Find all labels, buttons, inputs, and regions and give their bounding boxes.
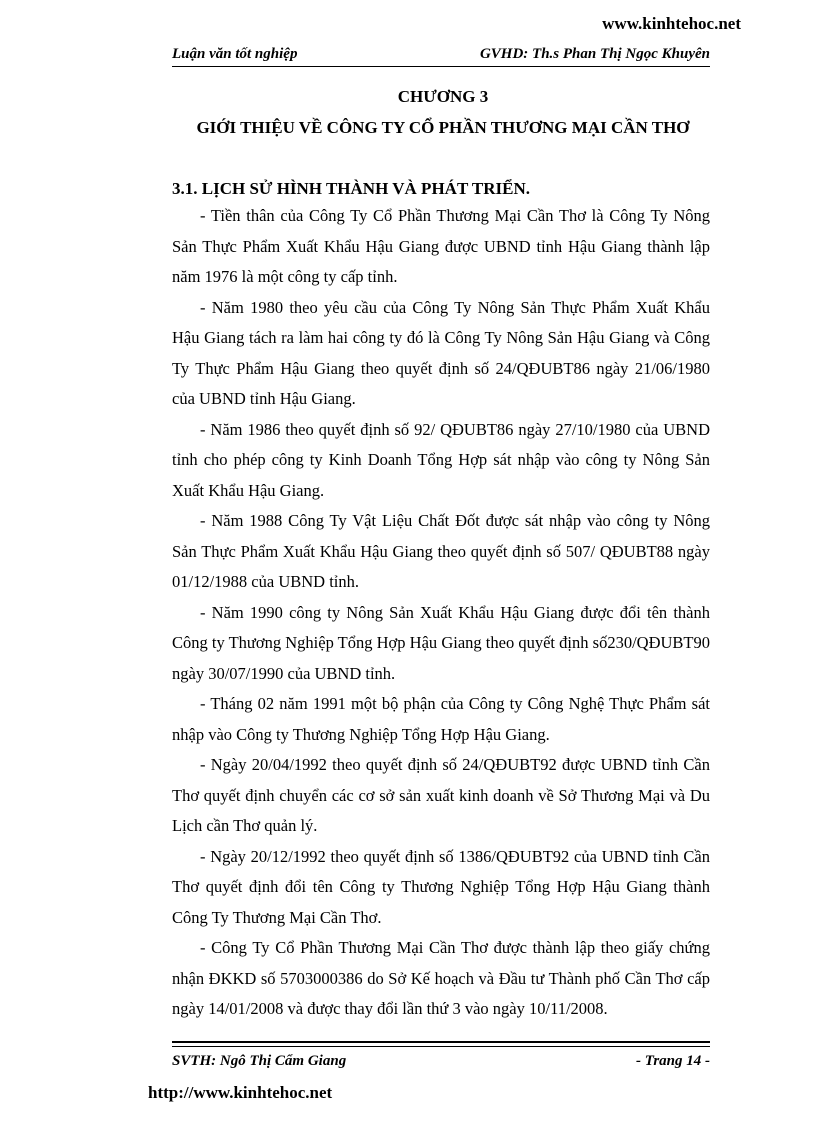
site-url-bottom[interactable]: http://www.kinhtehoc.net: [148, 1083, 333, 1102]
header-thesis-label: Luận văn tốt nghiệp: [172, 46, 298, 62]
header-advisor: GVHD: Th.s Phan Thị Ngọc Khuyên: [479, 46, 710, 62]
paragraph: - Năm 1986 theo quyết định số 92/ QĐUBT86 ngày 27/10/1980 của UBND tỉnh cho phép công ty Kinh Doanh Tổng Hợp sát nhập vào công ty Nông Sản Xuất Khẩu Hậu Giang.: [172, 419, 710, 500]
footer-divider-thin: [172, 1046, 710, 1047]
paragraph: - Công Ty Cổ Phần Thương Mại Cần Thơ được thành lập theo giấy chứng nhận ĐKKD số 5703000386 do Sở Kế hoạch và Đầu tư Thành phố Cần Thơ cấp ngày 14/01/2008 và được thay đổi lần thứ 3 vào ngày 10/11/2008.: [172, 938, 710, 1018]
page-header: [172, 46, 710, 66]
header-divider: [172, 66, 710, 67]
site-url-top: www.kinhtehoc.net: [602, 14, 741, 33]
paragraph: - Ngày 20/12/1992 theo quyết định số 1386/QĐUBT92 của UBND tỉnh Cần Thơ quyết định đổi tên Công ty Thương Nghiệp Tổng Hợp Hậu Giang thành Công Ty Thương Mại Cần Thơ.: [172, 846, 710, 927]
page-footer: [172, 1053, 710, 1073]
paragraph: - Năm 1990 công ty Nông Sản Xuất Khẩu Hậu Giang được đổi tên thành Công ty Thương Nghiệp Tổng Hợp Hậu Giang theo quyết định số230/QĐUBT90 ngày 30/07/1990 của UBND tỉnh.: [172, 602, 710, 683]
page-number: - Trang 14 -: [635, 1053, 710, 1069]
footer-divider-thick: [172, 1041, 710, 1043]
paragraph: - Năm 1980 theo yêu cầu của Công Ty Nông Sản Thực Phẩm Xuất Khẩu Hậu Giang tách ra làm hai công ty đó là Công Ty Nông Sản Hậu Giang và Công Ty Thực Phẩm Hậu Giang theo quyết định số 24/QĐUBT86 ngày 21/06/1980 của UBND tỉnh Hậu Giang.: [172, 297, 710, 408]
paragraph: - Tiền thân của Công Ty Cổ Phần Thương Mại Cần Thơ là Công Ty Nông Sản Thực Phẩm Xuất Khẩu Hậu Giang được UBND tỉnh Hậu Giang thành lập năm 1976 là một công ty cấp tỉnh.: [172, 206, 710, 286]
body-text: [172, 201, 710, 1025]
paragraph: - Tháng 02 năm 1991 một bộ phận của Công ty Công Nghệ Thực Phẩm sát nhập vào Công ty Thương Nghiệp Tổng Hợp Hậu Giang.: [172, 694, 710, 744]
paragraph: - Ngày 20/04/1992 theo quyết định số 24/QĐUBT92 được UBND tỉnh Cần Thơ quyết định chuyển các cơ sở sản xuất kinh doanh về Sở Thương Mại và Du Lịch cần Thơ quản lý.: [172, 755, 710, 835]
section-heading: 3.1. LỊCH SỬ HÌNH THÀNH VÀ PHÁT TRIỂN.: [172, 179, 531, 198]
chapter-number: CHƯƠNG 3: [397, 87, 489, 106]
paragraph: - Năm 1988 Công Ty Vật Liệu Chất Đốt được sát nhập vào công ty Nông Sản Thực Phẩm Xuất Khẩu Hậu Giang theo quyết định số 507/ QĐUBT88 ngày 01/12/1988 của UBND tỉnh.: [172, 511, 710, 591]
chapter-title: GIỚI THIỆU VỀ CÔNG TY CỔ PHẦN THƯƠNG MẠI CẦN THƠ: [196, 118, 690, 137]
footer-student: SVTH: Ngô Thị Cẩm Giang: [172, 1053, 347, 1069]
